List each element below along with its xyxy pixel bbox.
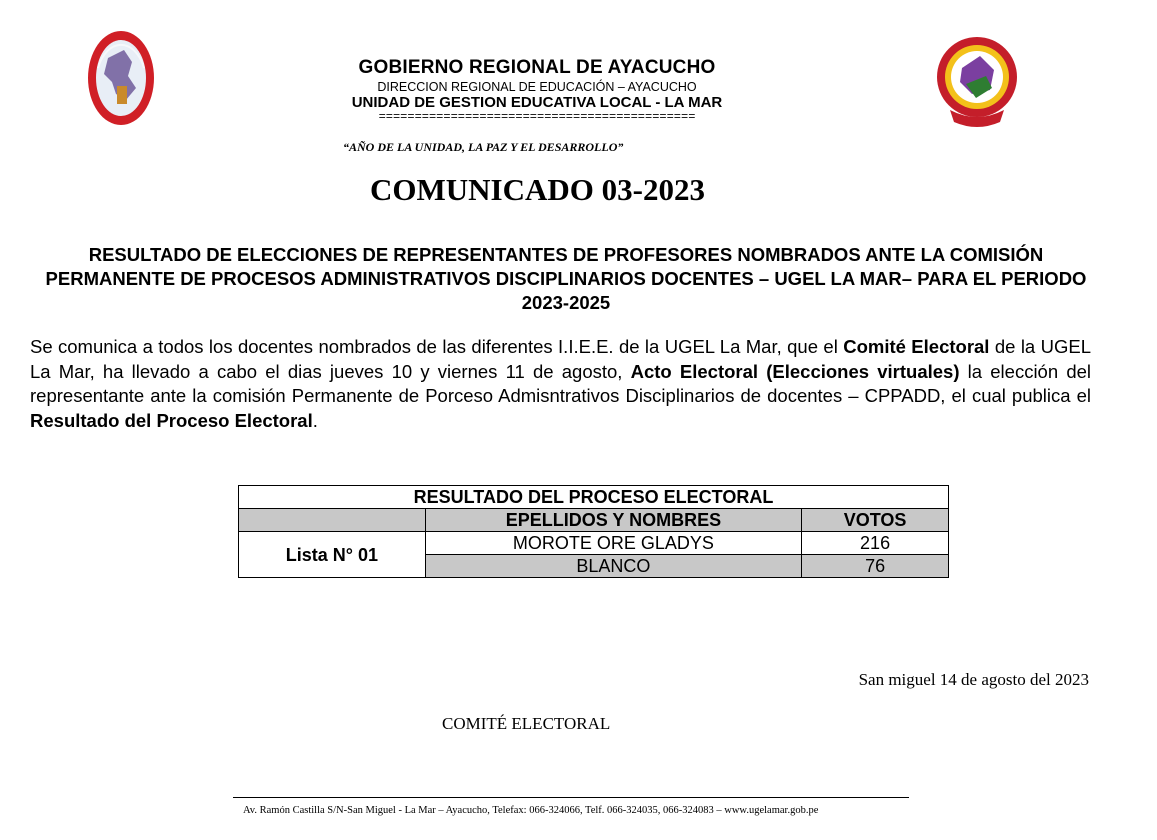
ugel-la-mar-logo [936,32,1018,132]
candidate-votes: 216 [802,532,949,555]
signature-committee: COMITÉ ELECTORAL [442,714,611,733]
table-row [239,532,949,555]
results-table [238,485,949,578]
body-text-1: Se comunica a todos los docentes nombrados de las diferentes I.I.E.E. de la UGEL La Mar, que el [30,336,844,357]
body-text-2: de la UGEL La Mar, ha llevado a cabo el dias jueves 10 y viernes 11 de agosto, [30,336,1091,382]
body-paragraph [30,335,1091,433]
body-text-4: . [312,409,318,431]
results-table-title: RESULTADO DEL PROCESO ELECTORAL [239,486,949,509]
place-and-date: San miguel 14 de agosto del 2023 [858,670,1089,689]
header-title: GOBIERNO REGIONAL DE AYACUCHO [358,57,716,78]
column-header-votes: VOTOS [802,509,949,532]
body-bold-1: Comité Electoral [843,336,990,357]
gobierno-regional-logo [86,28,156,128]
footer-address: Av. Ramón Castilla S/N-San Miguel - La Mar – Ayacucho, Telefax: 066-324066, Telf. 066-324035, 066-324083 – www.ugelamar.gob.pe [243,805,819,816]
column-header-name: EPELLIDOS Y NOMBRES [425,509,801,532]
year-motto: “AÑO DE LA UNIDAD, LA PAZ Y EL DESARROLLO” [343,140,624,154]
document-title: COMUNICADO 03-2023 [370,172,705,207]
header-subtitle: DIRECCION REGIONAL DE EDUCACIÓN – AYACUCHO [377,80,697,94]
header-rule: ============================================ [378,110,696,124]
candidate-votes: 76 [802,555,949,578]
body-text-3: la elección del representante ante la comisión Permanente de Porceso Admisntrativos Disciplinarios de docentes – CPPADD, el cual publica el [30,360,1092,406]
header-cell-blank [239,509,426,532]
header-unit: UNIDAD DE GESTION EDUCATIVA LOCAL - LA MAR [351,94,723,111]
body-bold-2: Acto Electoral (Elecciones virtuales) [630,360,960,382]
footer-divider [233,797,909,798]
list-label-cell: Lista N° 01 [239,532,426,578]
body-bold-3: Resultado del Proceso Electoral [30,409,313,431]
candidate-name: BLANCO [425,555,801,578]
candidate-name: MOROTE ORE GLADYS [425,532,801,555]
document-subject: RESULTADO DE ELECCIONES DE REPRESENTANTES DE PROFESORES NOMBRADOS ANTE LA COMISIÓN PERMANENTE DE PROCESOS ADMINISTRATIVOS DISCIPLINARIOS DOCENTES – UGEL LA MAR– PARA EL PERIODO 2023-2025 [45,244,1087,313]
